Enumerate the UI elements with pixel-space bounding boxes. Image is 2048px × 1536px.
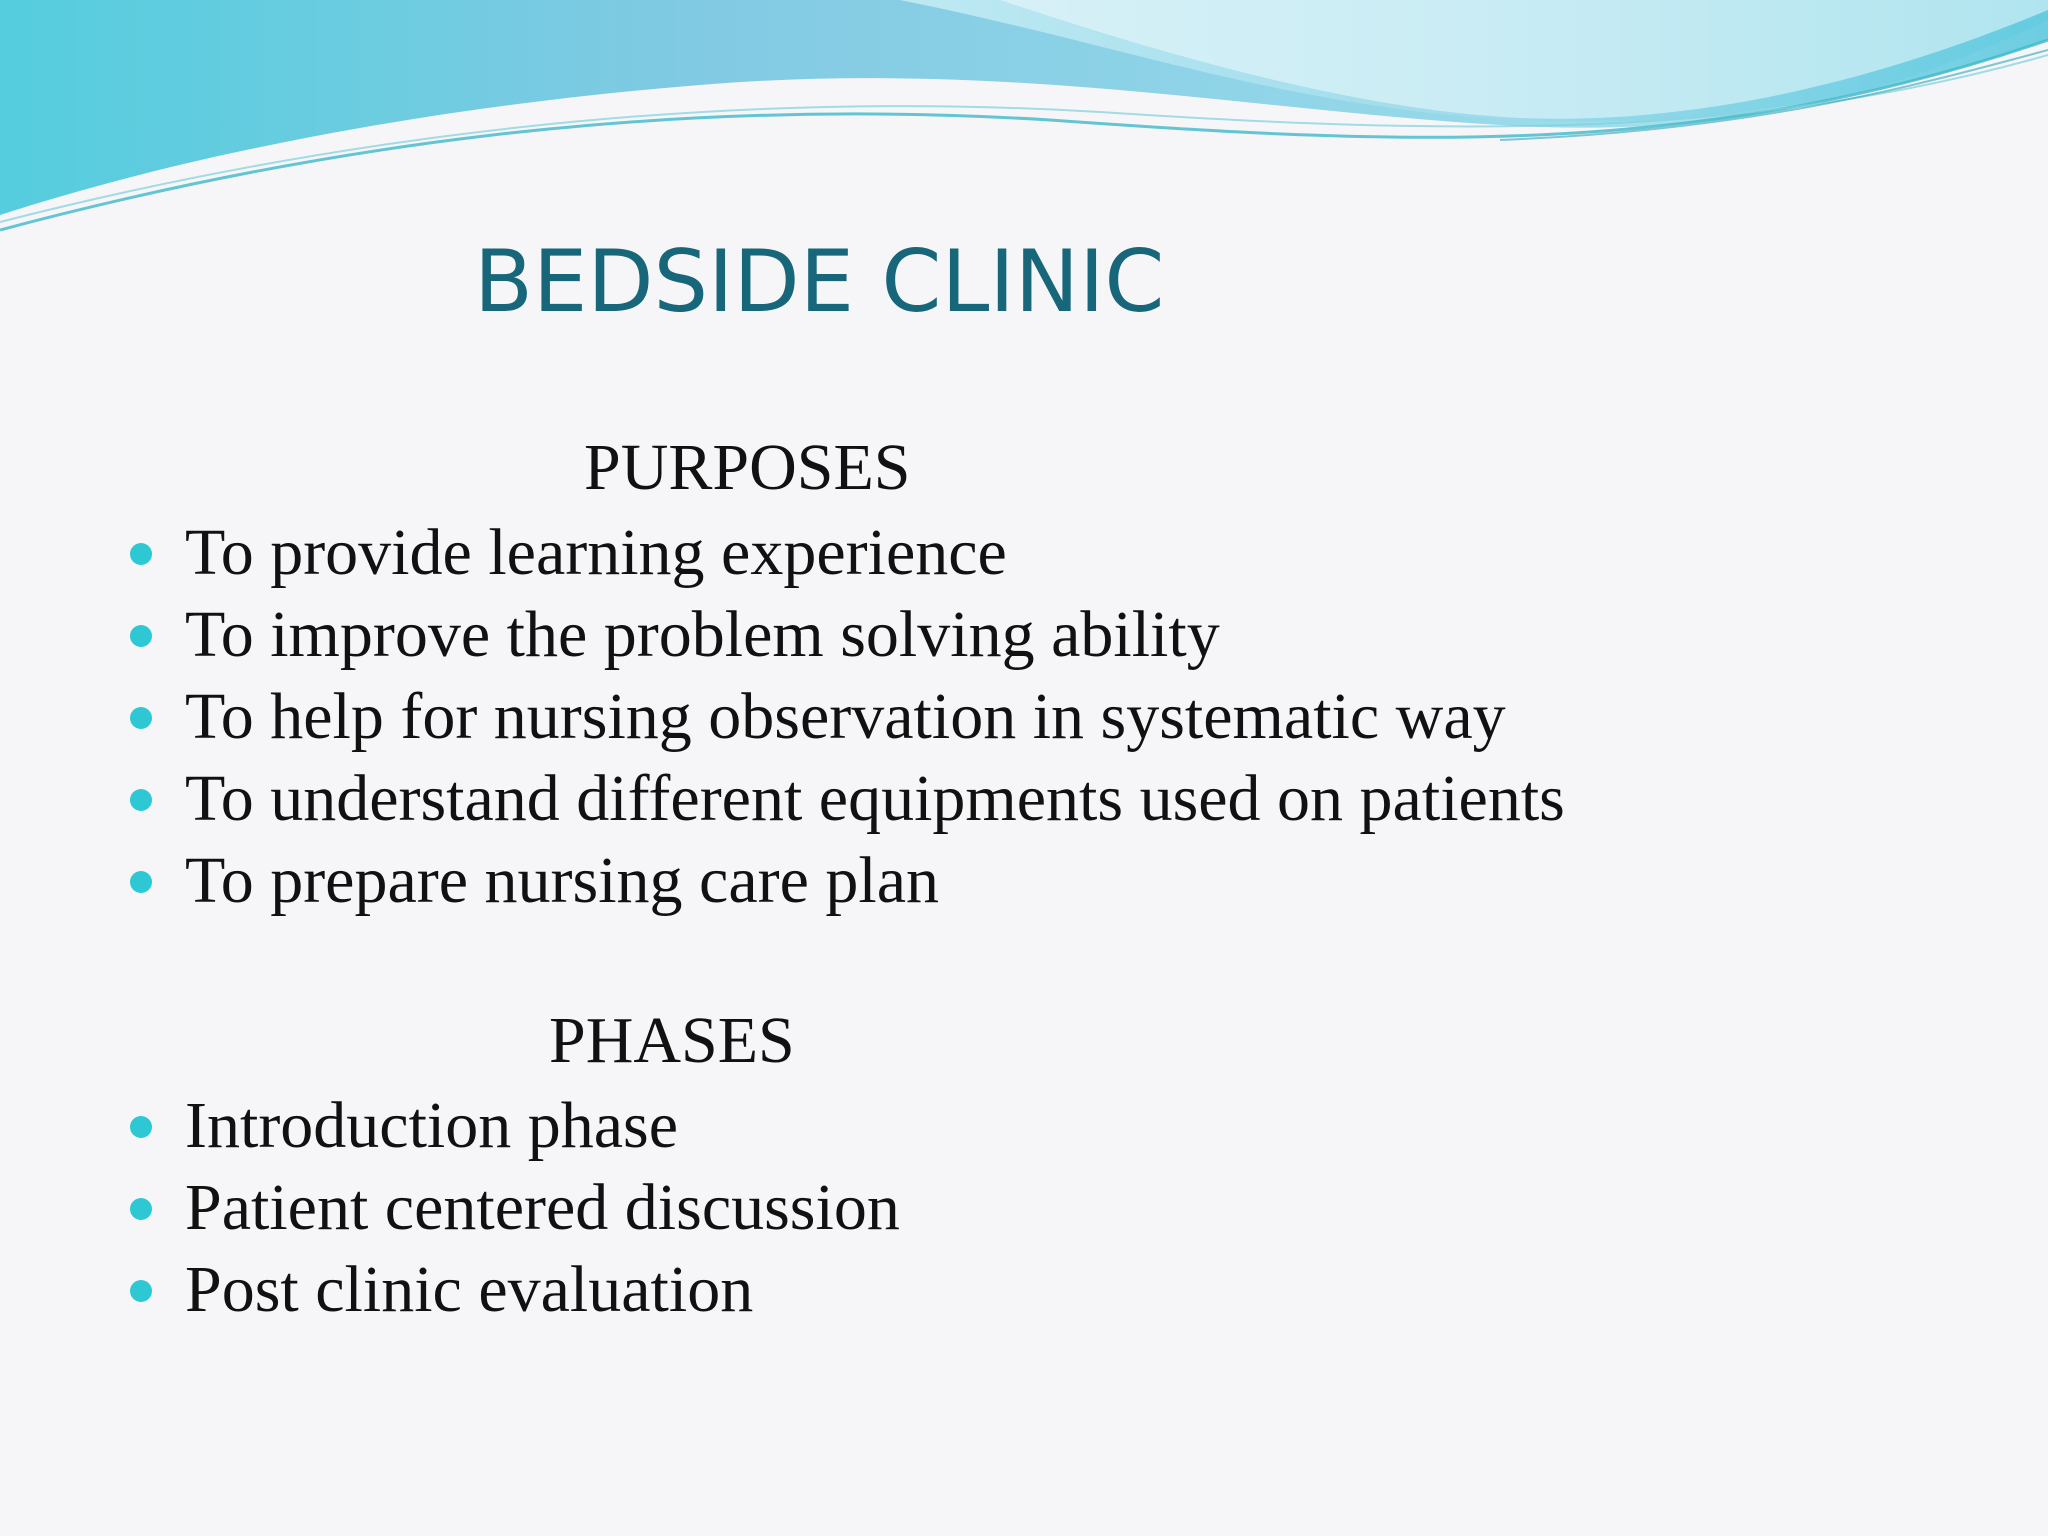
bullet-icon xyxy=(130,625,152,647)
list-item-text: To improve the problem solving ability xyxy=(185,598,1220,671)
list-item-text: To help for nursing observation in systematic way xyxy=(185,680,1506,753)
bullet-icon xyxy=(130,871,152,893)
list-item-text: Introduction phase xyxy=(185,1089,679,1162)
list-item-text: Post clinic evaluation xyxy=(185,1253,754,1326)
list-item-text: Patient centered discussion xyxy=(185,1171,900,1244)
list-item-text: To prepare nursing care plan xyxy=(185,844,940,917)
header-wave-decoration xyxy=(0,0,2048,240)
bullet-icon xyxy=(130,707,152,729)
bullet-icon xyxy=(130,1280,152,1302)
bullet-icon xyxy=(130,789,152,811)
bullet-icon xyxy=(130,543,152,565)
list-item-text: To provide learning experience xyxy=(185,516,1007,589)
bullet-icon xyxy=(130,1198,152,1220)
list-item-text: To understand different equipments used on patients xyxy=(185,762,1565,835)
purposes-heading: PURPOSES xyxy=(584,431,911,504)
slide-title: BEDSIDE CLINIC xyxy=(474,232,1165,332)
bullet-icon xyxy=(130,1116,152,1138)
phases-heading: PHASES xyxy=(549,1004,795,1077)
